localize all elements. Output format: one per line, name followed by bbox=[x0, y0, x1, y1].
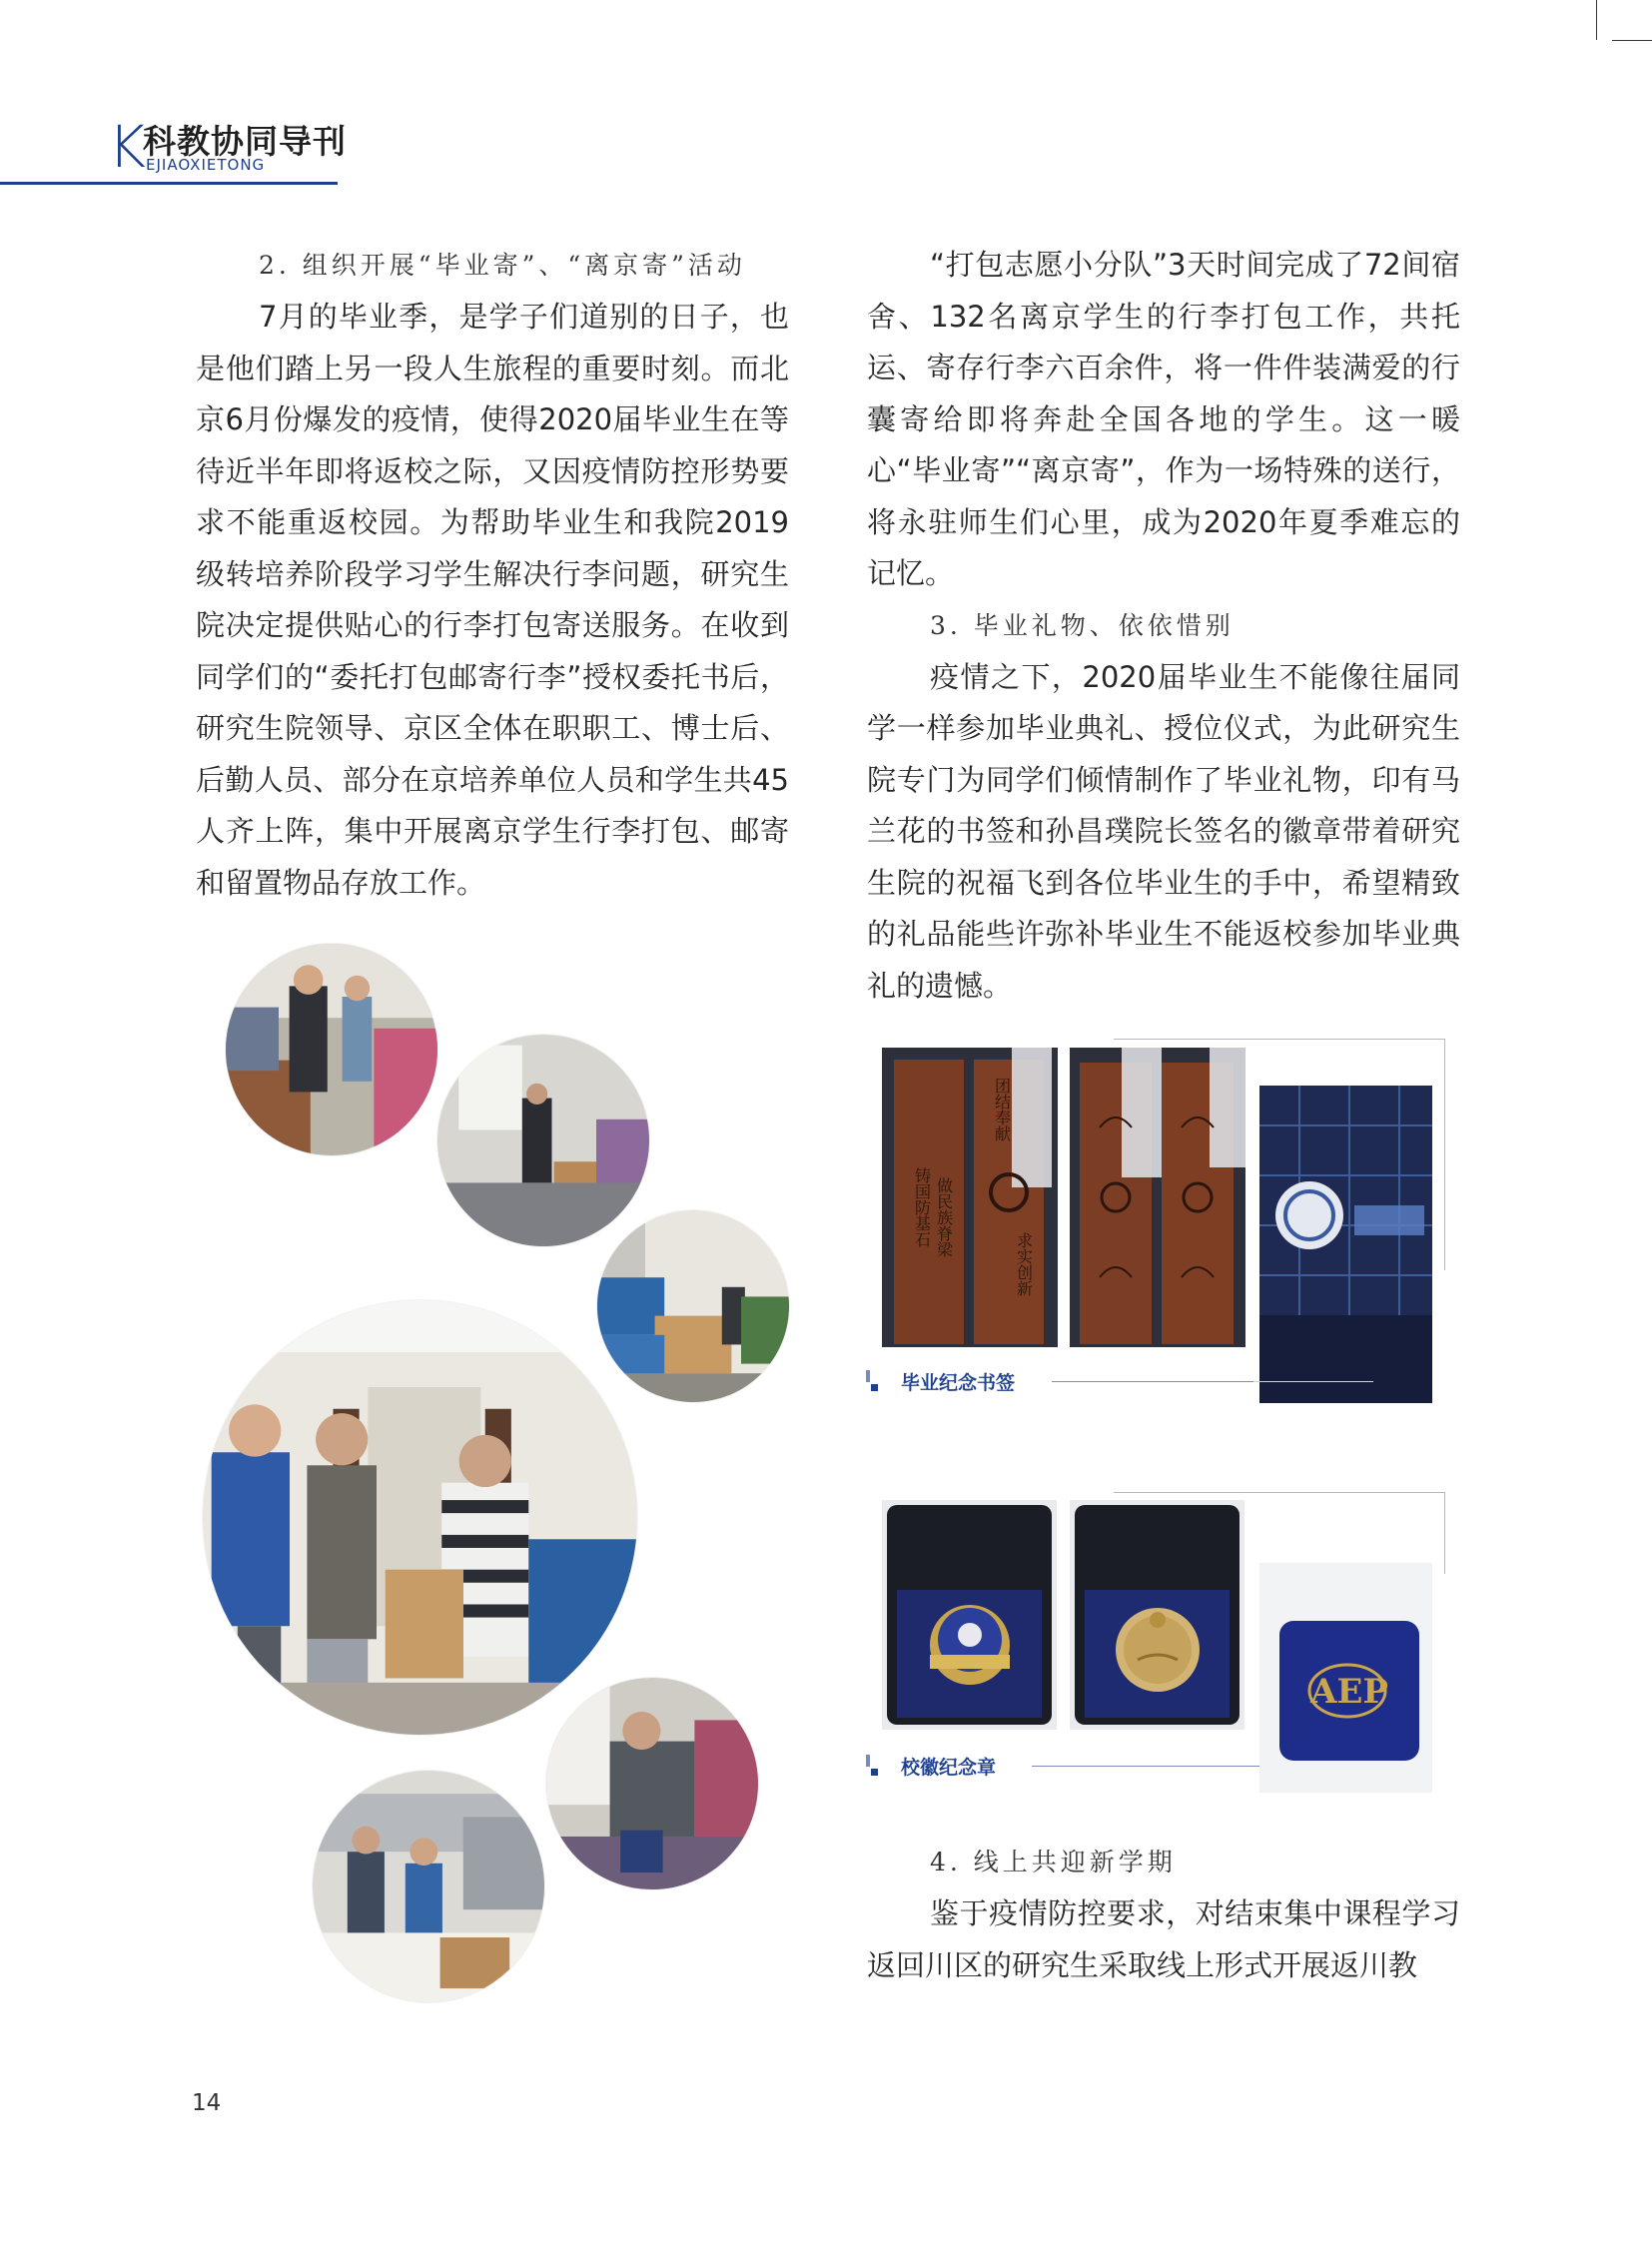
right-column-lower bbox=[867, 1837, 1460, 1991]
frame-line bbox=[1444, 1492, 1445, 1574]
bookmark-inscription-3: 团结奉献 bbox=[992, 1078, 1012, 1141]
caption-marker bbox=[871, 1769, 878, 1776]
photo-office-packing bbox=[313, 1771, 544, 2002]
bookmark-inscription-1: 铸国防基石 bbox=[912, 1167, 932, 1247]
photo-badge-gold bbox=[1070, 1500, 1244, 1730]
photo-volunteers-corridor bbox=[203, 1300, 637, 1735]
caption-marker bbox=[871, 1384, 878, 1391]
caption-badge: 校徽纪念章 bbox=[901, 1757, 997, 1779]
caption-rule bbox=[1253, 1381, 1373, 1382]
bookmark-inscription-4: 求实创新 bbox=[1014, 1232, 1034, 1296]
caption-bookmark: 毕业纪念书签 bbox=[901, 1372, 1016, 1394]
photo-badge-blue bbox=[882, 1500, 1057, 1730]
frame-line bbox=[1114, 1039, 1445, 1040]
frame-line bbox=[1444, 1039, 1445, 1270]
crop-mark bbox=[1596, 0, 1597, 40]
paragraph-graduation-gifts: 疫情之下，2020届毕业生不能像往届同学一样参加毕业典礼、授位仪式，为此研究生院专门为同学们倾情制作了毕业礼物，印有马兰花的书签和孙昌璞院长签名的徽章带着研究生院的祝福飞到各位毕业生的手中，希望精致的礼品能些许弥补毕业生不能返校参加毕业典礼的遗憾。 bbox=[867, 659, 1460, 1003]
page-number: 14 bbox=[192, 2090, 222, 2116]
caption-rule bbox=[1032, 1766, 1259, 1767]
paragraph-packing-team: “打包志愿小分队”3天时间完成了72间宿舍、132名离京学生的行李打包工作，共托运、寄存行李六百余件，将一件件装满爱的行囊寄给即将奔赴全国各地的学生。这一暖心“毕业寄”“离京寄”，作为一场特殊的送行，将永驻师生们心里，成为2020年夏季难忘的记忆。 bbox=[867, 248, 1460, 590]
journal-logo-letter: K bbox=[108, 113, 147, 181]
section-heading-3: 3. 毕业礼物、依依惜别 bbox=[930, 610, 1235, 640]
journal-title: 科教协同导刊 bbox=[143, 122, 347, 161]
paragraph-graduation-season: 7月的毕业季，是学子们道别的日子，也是他们踏上另一段人生旅程的重要时刻。而北京6月份爆发的疫情，使得2020届毕业生在等待近半年即将返校之际，又因疫情防控形势要求不能重返校园。为帮助毕业生和我院2019级转培养阶段学习学生解决行李问题，研究生院决定提供贴心的行李打包寄送服务。在收到同学们的“委托打包邮寄行李”授权委托书后，研究生院领导、京区全体在职职工、博士后、后勤人员、部分在京培养单位人员和学生共45人齐上阵，集中开展离京学生行李打包、邮寄和留置物品存放工作。 bbox=[196, 300, 789, 900]
header-rule bbox=[0, 182, 338, 185]
right-column bbox=[867, 240, 1460, 1012]
section-heading-2: 2. 组织开展“毕业寄”、“离京寄”活动 bbox=[259, 251, 746, 280]
caption-marker bbox=[866, 1755, 870, 1767]
paragraph-online-semester: 鉴于疫情防控要求，对结束集中课程学习返回川区的研究生采取线上形式开展返川教 bbox=[867, 1896, 1460, 1982]
photo-boxes-hallway bbox=[597, 1210, 789, 1402]
section-heading-4: 4. 线上共迎新学期 bbox=[930, 1848, 1177, 1876]
photo-packing-room-3 bbox=[546, 1678, 758, 1889]
photo-badge-box bbox=[1259, 1563, 1432, 1793]
photo-bookmark-orchid bbox=[1070, 1048, 1245, 1347]
photo-packing-dormitory-2 bbox=[437, 1035, 649, 1246]
frame-line bbox=[1114, 1492, 1445, 1493]
badge-box-logo: AEP bbox=[1310, 1672, 1388, 1712]
crop-mark bbox=[1612, 40, 1652, 41]
bookmark-inscription-2: 做民族脊梁 bbox=[934, 1177, 954, 1257]
photo-bookmark-wall bbox=[1259, 1086, 1432, 1403]
photo-bookmark-text bbox=[882, 1048, 1058, 1347]
left-column bbox=[196, 240, 789, 909]
caption-rule bbox=[1052, 1381, 1253, 1382]
caption-marker bbox=[866, 1370, 870, 1382]
journal-subtitle: EJIAOXIETONG bbox=[146, 156, 266, 174]
photo-packing-dormitory-1 bbox=[226, 944, 437, 1155]
